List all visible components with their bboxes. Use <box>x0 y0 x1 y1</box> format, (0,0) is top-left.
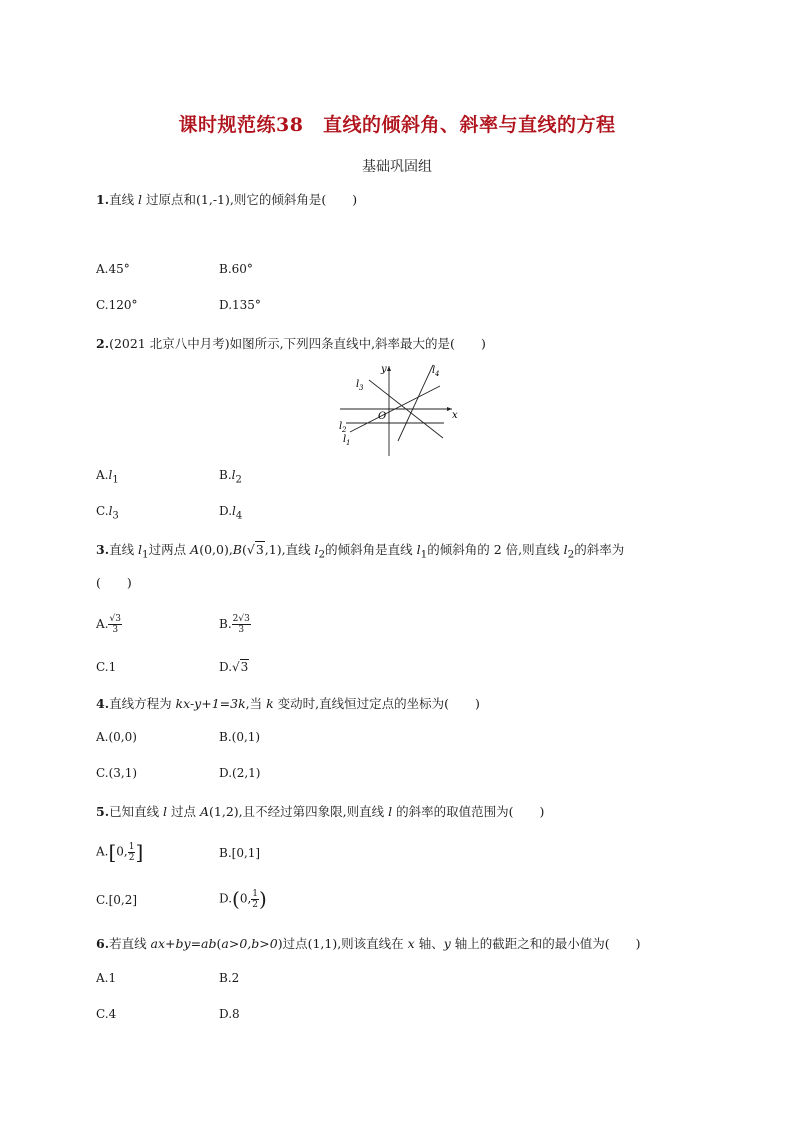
q1-option-b: B.60° <box>219 262 253 276</box>
q6-option-d: D.8 <box>219 1007 240 1021</box>
answer-paren-close: ) <box>352 192 358 207</box>
question-5: 5.已知直线 l 过点 A(1,2),且不经过第四象限,则直线 l 的斜率的取值范围为( ) <box>96 804 545 819</box>
answer-paren-close: ) <box>539 804 545 819</box>
sqrt-radicand: 3 <box>255 542 264 557</box>
figure-label-l4: l <box>432 365 436 376</box>
q5-option-c: C.[0,2] <box>96 893 138 907</box>
figure-label-x: x <box>452 410 458 421</box>
answer-paren-close: ) <box>126 575 132 590</box>
figure-sub-4: 4 <box>435 370 440 378</box>
q6-option-a: A.1 <box>96 971 117 985</box>
answer-paren-close: ) <box>475 696 480 711</box>
fraction: $\frac{1}{2}$ <box>252 888 259 910</box>
section-subtitle: 基础巩固组 <box>362 159 432 175</box>
figure-label-l2: l <box>339 421 343 432</box>
q4-option-a: A.(0,0) <box>96 730 137 744</box>
question-text: 过原点和(1,-1),则它的倾斜角是( <box>142 192 327 207</box>
question-2 <box>96 334 486 352</box>
q2-option-d: $D.l_4$ <box>219 504 243 522</box>
equation: kx-y+1=3k <box>175 696 246 711</box>
q2-option-b: $B.l_2$ <box>219 468 242 486</box>
page-title: 课时规范练38 直线的倾斜角、斜率与直线的方程 <box>178 114 616 136</box>
q4-option-c: C.(3,1) <box>96 766 138 780</box>
q6-option-b: B.2 <box>219 971 240 985</box>
q1-option-a: A.45° <box>96 262 130 276</box>
q4-option-d: D.(2,1) <box>219 766 261 780</box>
figure-sub-2: 2 <box>342 426 347 434</box>
q3-option-b: B. $\frac{2√3}{3}$ <box>219 614 250 635</box>
y-axis-arrow <box>387 366 391 371</box>
q6-option-c: C.4 <box>96 1007 117 1021</box>
math-var: l <box>108 504 113 518</box>
math-var: l <box>108 468 113 482</box>
question-text: (2021 北京八中月考)如图所示,下列四条直线中,斜率最大的是( <box>109 336 455 351</box>
math-var: l <box>232 504 236 518</box>
q5-option-b: B.[0,1] <box>219 846 261 860</box>
figure-label-origin: O <box>378 411 387 422</box>
question-number: 1. <box>96 192 110 207</box>
question-number: 2. <box>96 336 110 351</box>
answer-paren-close: ) <box>480 336 486 351</box>
fraction: $\frac{2√3}{3}$ <box>232 614 250 635</box>
math-var: l <box>231 468 236 482</box>
question-3-line2: ( ) <box>96 575 132 590</box>
q1-option-d: D.135° <box>219 298 261 312</box>
q2-option-c: $C.l_3$ <box>96 504 119 522</box>
fraction: $\frac{1}{2}$ <box>128 841 135 863</box>
q4-option-b: B.(0,1) <box>219 730 261 744</box>
question-number: 4. <box>96 696 110 711</box>
lines-figure <box>336 360 462 458</box>
answer-paren-close: ) <box>635 936 641 951</box>
line-l4 <box>398 365 436 441</box>
question-number: 3. <box>96 542 110 557</box>
q2-option-a: $A.l_1$ <box>96 468 119 486</box>
q1-option-c: C.120° <box>96 298 138 312</box>
fraction: $\frac{√3}{3}$ <box>109 614 121 635</box>
figure-label-l1: l <box>343 434 347 445</box>
figure-label-l3: l <box>356 379 360 390</box>
question-3: 3.直线 $l_1$过两点 A(0,0),B(√3,1),直线 $l_2$的倾斜角是直线 $l_1$的倾斜角的 2 倍,则直线 $l_2$的斜率为 <box>96 542 625 561</box>
question-number: 6. <box>96 936 110 951</box>
q5-option-d: D.(0, $\frac{1}{2}$ ) <box>219 887 267 911</box>
figure-sub-1: 1 <box>346 439 351 447</box>
equation: ax+by=ab <box>150 936 217 951</box>
math-var: l <box>138 192 143 207</box>
question-text: 直线 <box>109 192 139 207</box>
figure-sub-3: 3 <box>359 384 364 392</box>
q3-option-c: C.1 <box>96 660 117 674</box>
q3-option-a: A. $\frac{√3}{3}$ <box>96 614 121 635</box>
question-1 <box>96 190 357 208</box>
figure-label-y: y <box>381 364 387 375</box>
question-number: 5. <box>96 804 110 819</box>
question-6: 6.若直线 ax+by=ab(a>0,b>0)过点(1,1),则该直线在 x 轴、y 轴上的截距之和的最小值为( ) <box>96 936 641 951</box>
q3-option-d: D.√3 <box>219 660 249 674</box>
q5-option-a: A.[0, $\frac{1}{2}$ ] <box>96 840 144 864</box>
question-4: 4.直线方程为 kx-y+1=3k,当 k 变动时,直线恒过定点的坐标为( ) <box>96 696 480 711</box>
